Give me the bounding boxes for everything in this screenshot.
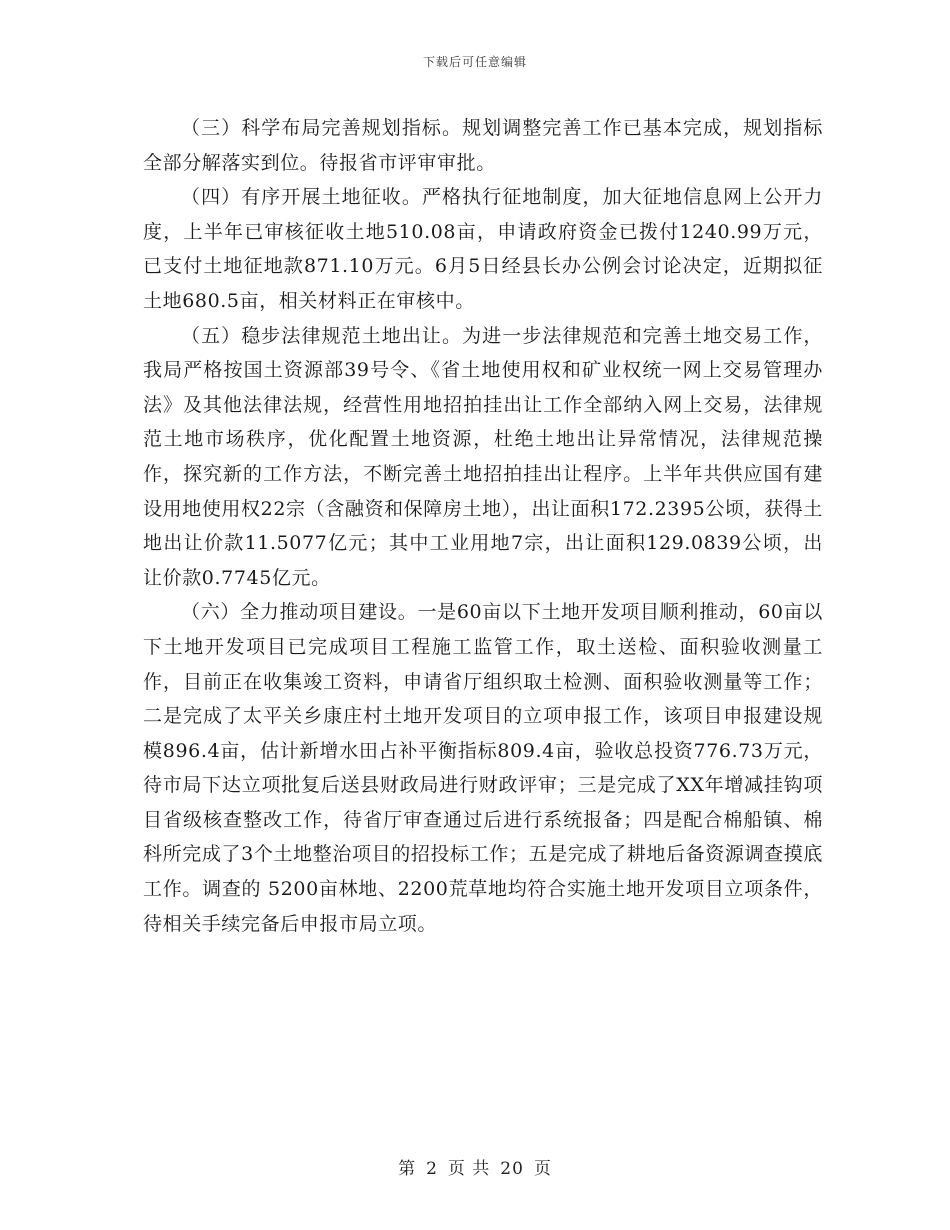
paragraph-planning: （三）科学布局完善规划指标。规划调整完善工作已基本完成，规划指标全部分解落实到位。待报省市评审审批。	[143, 117, 823, 174]
document-body	[143, 111, 823, 941]
footer-prefix: 第	[398, 1159, 417, 1179]
footer-suffix: 页	[533, 1159, 552, 1179]
footer-total-pages: 20	[500, 1159, 524, 1179]
footer-page-number: 2	[426, 1159, 438, 1179]
paragraph-land-acquisition: （四）有序开展土地征收。严格执行征地制度，加大征地信息网上公开力度，上半年已审核征收土地510.08亩，申请政府资金已拨付1240.99万元，已支付土地征地款871.10万元。6月5日经县长办公例会讨论决定，近期拟征土地680.5亩，相关材料正在审核中。	[143, 186, 823, 312]
paragraph-land-transfer: （五）稳步法律规范土地出让。为进一步法律规范和完善土地交易工作，我局严格按国土资源部39号令、《省土地使用权和矿业权统一网上交易管理办法》及其他法律法规，经营性用地招拍挂出让工作全部纳入网上交易，法律规范土地市场秩序，优化配置土地资源，杜绝土地出让异常情况，法律规范操作，探究新的工作方法，不断完善土地招拍挂出让程序。上半年共供应国有建设用地使用权22宗（含融资和保障房土地），出让面积172.2395公顷，获得土地出让价款11.5077亿元；其中工业用地7宗，出让面积129.0839公顷，出让价款0.7745亿元。	[143, 324, 823, 589]
paragraph-project-construction: （六）全力推动项目建设。一是60亩以下土地开发项目顺利推动，60亩以下土地开发项目已完成项目工程施工监管工作，取土送检、面积验收测量工作，目前正在收集竣工资料，申请省厅组织取土检测、面积验收测量等工作；二是完成了太平关乡康庄村土地开发项目的立项申报工作，该项目申报建设规模896.4亩，估计新增水田占补平衡指标809.4亩，验收总投资776.73万元，待市局下达立项批复后送县财政局进行财政评审；三是完成了XX年增减挂钩项目省级核查整改工作，待省厅审查通过后进行系统报备；四是配合棉船镇、棉科所完成了3个土地整治项目的招投标工作；五是完成了耕地后备资源调查摸底工作。调查的 5200亩林地、2200荒草地均符合实施土地开发项目立项条件，待相关手续完备后申报市局立项。	[143, 601, 823, 935]
page-footer	[0, 1154, 950, 1179]
footer-middle: 页 共	[447, 1159, 491, 1179]
page-header: 下载后可任意编辑	[422, 55, 527, 69]
